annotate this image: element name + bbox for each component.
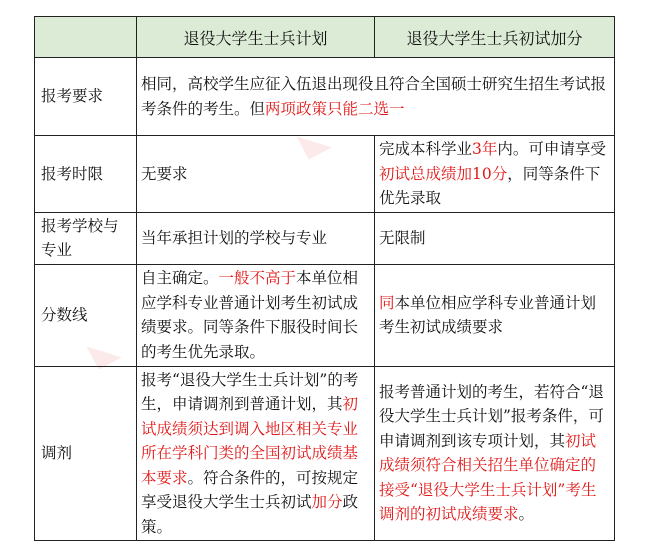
watermark-shape: ◣ — [82, 326, 125, 374]
table-row — [35, 58, 615, 136]
header-corner — [35, 17, 137, 58]
highlight-text: 3年 — [472, 140, 498, 158]
highlight-text: 初试总成绩加10分 — [379, 164, 508, 183]
header-row — [35, 17, 615, 58]
table-row — [35, 264, 615, 366]
cell-col-1 — [137, 264, 375, 366]
row-label: 调剂 — [35, 366, 137, 541]
cell-col-2 — [375, 136, 615, 213]
cell-text: 。符合条件的，可按规定享受退役大学生士兵初试 — [141, 468, 359, 511]
cell-text: 政策。 — [141, 493, 359, 536]
table-row — [35, 366, 615, 541]
cell-text: ，同等条件下优先录取 — [379, 164, 601, 207]
cell-text: 自主确定。 — [141, 269, 219, 287]
highlight-text: 加分 — [311, 493, 343, 511]
row-label: 报考时限 — [35, 136, 137, 213]
merged-cell — [137, 58, 615, 136]
highlight-text: 初试成绩须符合相关招生单位确定的接受“退役大学生士兵计划”考生调剂的初试成绩要求 — [379, 431, 597, 524]
cell-text: 报考“退役大学生士兵计划”的考生，申请调剂到普通计划，其 — [141, 370, 359, 413]
row-label: 分数线 — [35, 264, 137, 366]
cell-col-1: 当年承担计划的学校与专业 — [137, 212, 375, 264]
header-col-1: 退役大学生士兵计划 — [137, 17, 375, 58]
highlight-text: 初试成绩须达到调入地区相关专业所在学科门类的全国初试成绩基本要求 — [141, 395, 359, 487]
cell-text: 相同，高校学生应征入伍退出现役且符合全国硕士研究生招生考试报考条件的考生。但 — [141, 75, 607, 118]
cell-text: 完成本科学业 — [379, 140, 473, 158]
cell-text: 本单位相应学科专业普通计划考生初试成绩要求。同等条件下服役时间长的考生优先录取。 — [141, 269, 359, 361]
table-row — [35, 212, 615, 264]
highlight-text: 一般不高于 — [218, 269, 297, 287]
cell-col-2: 无限制 — [375, 212, 615, 264]
cell-col-1 — [137, 366, 375, 541]
comparison-table — [34, 16, 615, 541]
cell-text: 本单位相应学科专业普通计划考生初试成绩要求 — [379, 293, 597, 336]
row-label: 报考学校与专业 — [35, 212, 137, 264]
highlight-text: 两项政策只能二选一 — [265, 99, 405, 118]
cell-text: 。 — [518, 505, 535, 524]
cell-col-2 — [375, 264, 615, 366]
row-label: 报考要求 — [35, 58, 137, 136]
cell-col-1: 无要求 — [137, 136, 375, 213]
cell-text: 内。可申请享受 — [497, 140, 606, 158]
header-col-2: 退役大学生士兵初试加分 — [375, 17, 615, 58]
cell-text: 报考普通计划的考生，若符合“退役大学生士兵计划”报考条件，可申请调剂到该专项计划，其 — [379, 382, 604, 450]
highlight-text: 同 — [379, 293, 395, 312]
watermark-shape: ◣ — [292, 116, 335, 164]
table-row — [35, 136, 615, 213]
cell-col-2 — [375, 366, 615, 541]
